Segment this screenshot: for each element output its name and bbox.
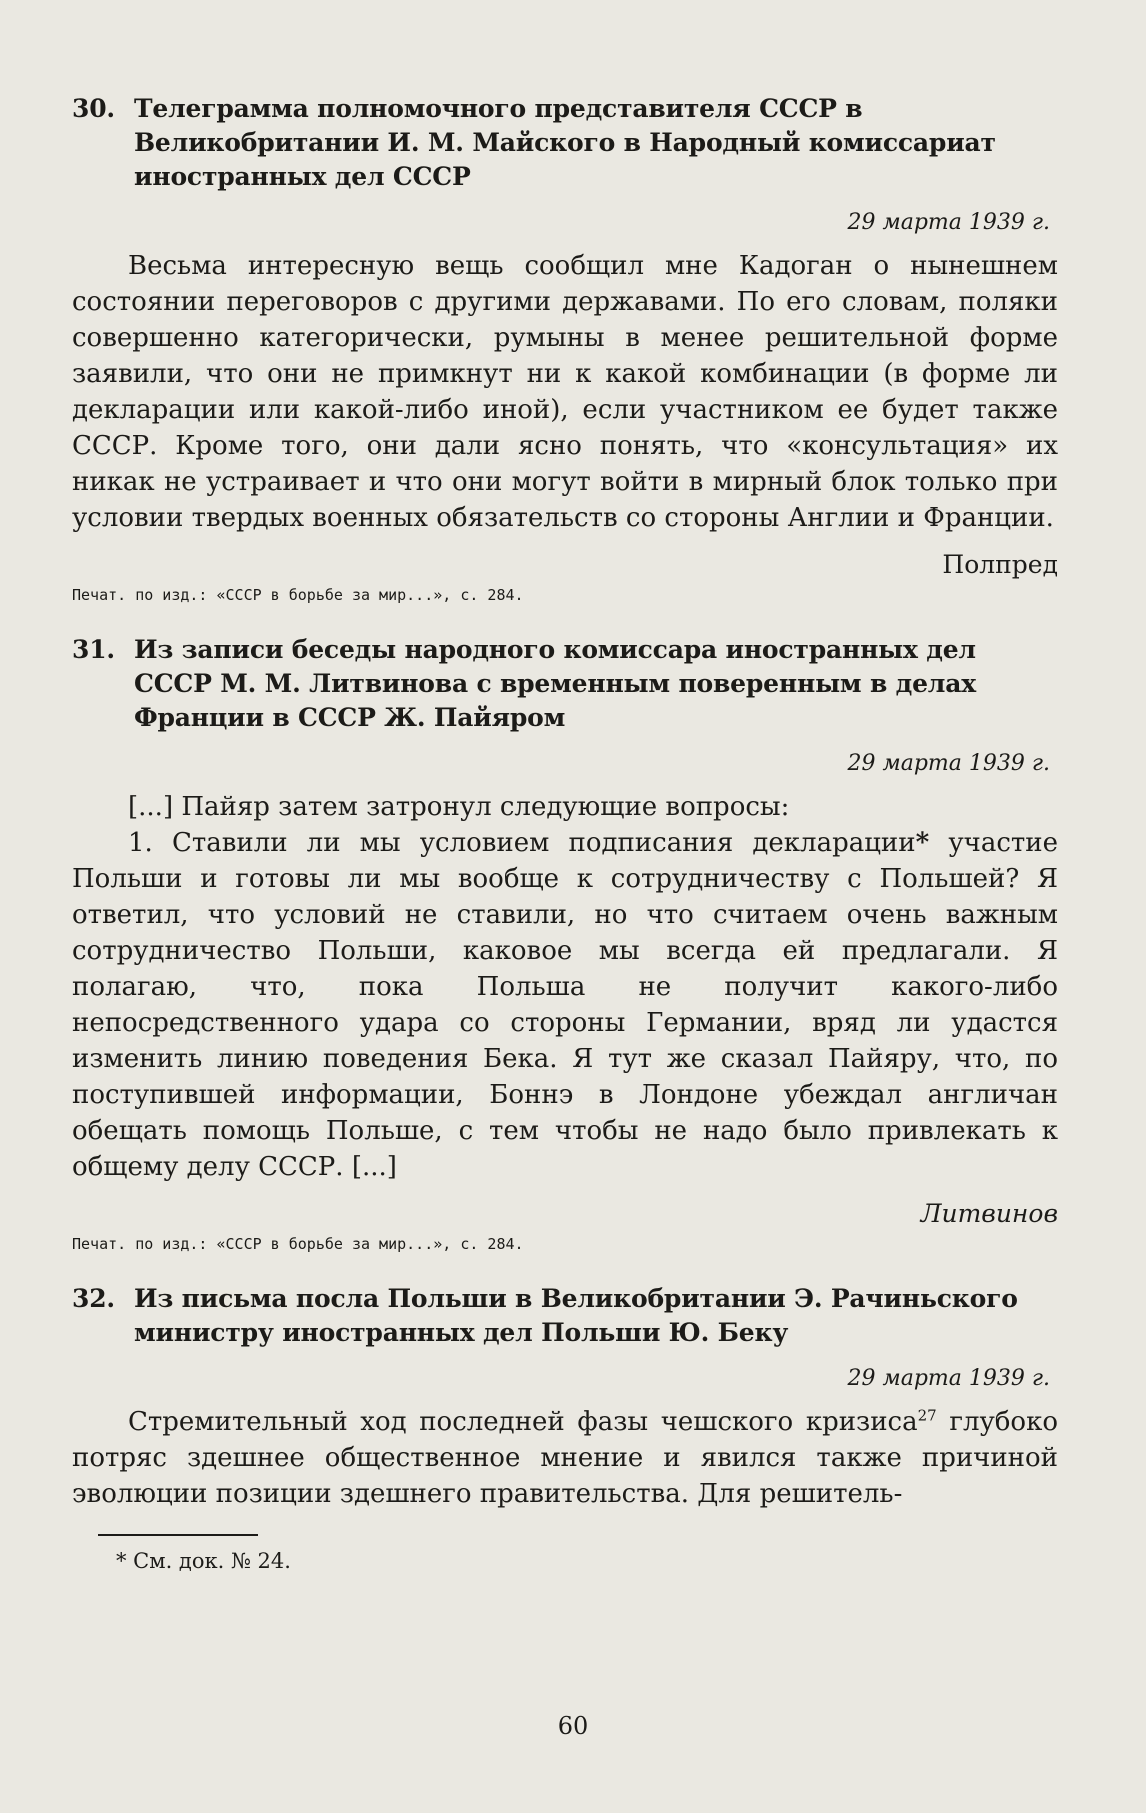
footnote-divider [98, 1534, 258, 1536]
document-body [72, 789, 1058, 1185]
document-number: 30. [72, 94, 115, 123]
footnote-marker: * [915, 828, 930, 858]
paragraph [72, 825, 1058, 1185]
page-content [72, 92, 1058, 1576]
document-31 [72, 633, 1058, 1254]
document-title: Из письма посла Польши в Великобритании Э. Рачиньского министру иностранных дел Польши Ю. Беку [134, 1284, 1018, 1347]
source-note: Печат. по изд.: «СССР в борьбе за мир...», с. 284. [72, 586, 524, 604]
signature: Литвинов [920, 1199, 1058, 1228]
document-date: 29 марта 1939 г. [847, 751, 1050, 776]
document-date: 29 марта 1939 г. [847, 1366, 1050, 1391]
document-number: 32. [72, 1284, 115, 1313]
document-30 [72, 92, 1058, 605]
document-date: 29 марта 1939 г. [847, 210, 1050, 235]
paragraph: [...] Пайяр затем затронул следующие вопросы: [128, 792, 790, 822]
paragraph-text: Стремительный ход последней фазы чешского кризиса [128, 1407, 918, 1437]
paragraph-text: глубоко потряс здешнее общественное мнение и явился также причиной эволюции позиции здешнего правительства. Для решитель- [72, 1407, 1058, 1509]
document-heading [72, 633, 1058, 735]
note-reference: 27 [917, 1406, 937, 1425]
paragraph-text: участие Польши и готовы ли мы вообще к сотрудничеству с Польшей? Я ответил, что условий не ставили, но что считаем очень важным сотрудничество Польши, каковое мы всегда ей предлагали. Я полагаю, что, пока Польша не получит какого-либо непосредственного удара со стороны Германии, вряд ли удастся изменить линию поведения Бека. Я тут же сказал Пайяру, что, по поступившей информации, Боннэ в Лондоне убеждал англичан обещать помощь Польше, с тем чтобы не надо было привлекать к общему делу СССР. [...] [72, 828, 1058, 1182]
document-heading [72, 92, 1058, 194]
footnote: * См. док. № 24. [116, 1549, 291, 1573]
source-note: Печат. по изд.: «СССР в борьбе за мир...», с. 284. [72, 1235, 524, 1253]
document-32 [72, 1282, 1058, 1512]
document-body [72, 248, 1058, 536]
paragraph [72, 1404, 1058, 1512]
paragraph-text: 1. Ставили ли мы условием подписания декларации [128, 828, 916, 858]
document-heading [72, 1282, 1058, 1350]
document-title: Из записи беседы народного комиссара иностранных дел СССР М. М. Литвинова с временным поверенным в делах Франции в СССР Ж. Пайяром [134, 635, 976, 732]
document-title: Телеграмма полномочного представителя СССР в Великобритании И. М. Майского в Народный комиссариат иностранных дел СССР [134, 94, 996, 191]
signature: Полпред [942, 550, 1058, 579]
paragraph: Весьма интересную вещь сообщил мне Кадоган о нынешнем состоянии переговоров с другими державами. По его словам, поляки совершенно категорически, румыны в менее решительной форме заявили, что они не примкнут ни к какой комбинации (в форме ли декларации или какой-либо иной), если участником ее будет также СССР. Кроме того, они дали ясно понять, что «консультация» их никак не устраивает и что они могут войти в мирный блок только при условии твердых военных обязательств со стороны Англии и Франции. [72, 251, 1058, 533]
page-number: 60 [557, 1712, 589, 1740]
document-number: 31. [72, 635, 115, 664]
document-body [72, 1404, 1058, 1512]
